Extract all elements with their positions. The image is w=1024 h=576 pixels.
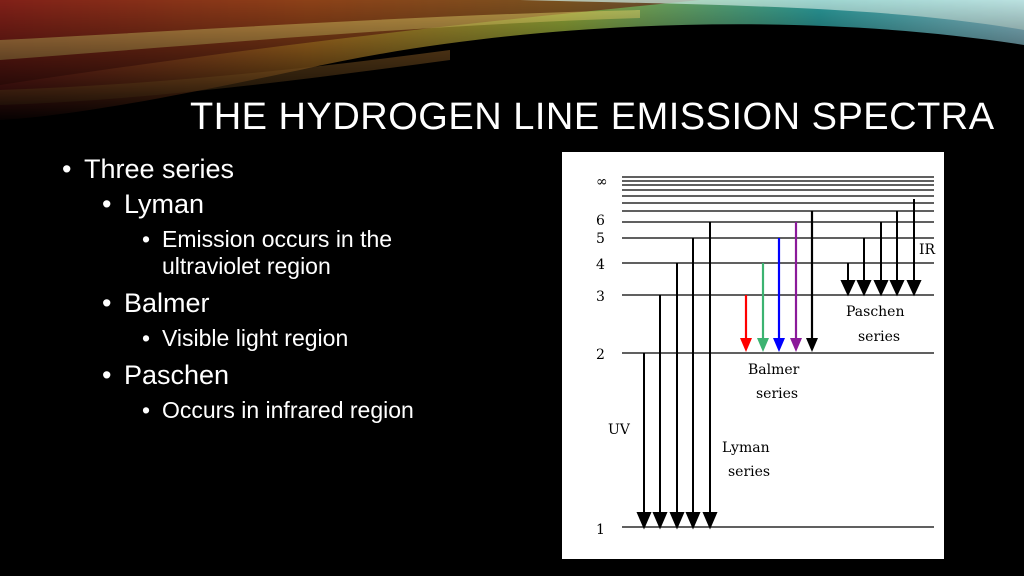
bullet-dot: •: [142, 397, 151, 423]
bullet-text: Paschen: [124, 360, 230, 390]
paschen-series-label: Paschen: [846, 304, 905, 320]
bullet-text: Visible light region: [162, 325, 349, 351]
paschen-arrows: [842, 199, 920, 294]
balmer-series-label: Balmer: [748, 362, 800, 378]
bullet-lyman-detail: [142, 226, 452, 280]
level-label-5: 5: [596, 231, 605, 247]
lyman-series-label: Lyman: [722, 440, 770, 456]
paschen-series-label-2: series: [858, 329, 901, 345]
paschen-arrowhead-7: [891, 281, 903, 294]
bullet-list: [62, 154, 452, 432]
bullet-dot: •: [102, 189, 112, 219]
balmer-arrows: [740, 211, 818, 352]
level-label-2: 2: [596, 347, 605, 363]
bullet-text: Emission occurs in the ultraviolet region: [162, 226, 393, 279]
bullet-text: Three series: [84, 154, 235, 184]
slide-title: THE HYDROGEN LINE EMISSION SPECTRA: [190, 96, 995, 138]
bullet-dot: •: [142, 226, 151, 252]
lyman-arrowhead-5: [687, 513, 699, 527]
balmer-arrowhead-red: [740, 338, 752, 352]
level-label-1: 1: [596, 522, 605, 538]
bullet-dot: •: [62, 154, 72, 184]
bullet-three-series: [62, 154, 452, 185]
lyman-arrows: [638, 222, 716, 527]
balmer-arrowhead-black: [806, 338, 818, 352]
level-label-4: 4: [596, 257, 605, 273]
energy-level-svg: [562, 152, 944, 559]
lyman-arrowhead-4: [671, 513, 683, 527]
level-label-3: 3: [596, 289, 605, 305]
bullet-balmer: [102, 288, 452, 319]
paschen-arrowhead-6: [875, 281, 887, 294]
paschen-arrowhead-8: [908, 281, 920, 294]
level-label-inf: ∞: [596, 174, 608, 190]
paschen-arrowhead-4: [842, 281, 854, 294]
bullet-dot: •: [102, 288, 112, 318]
bullet-lyman: [102, 189, 452, 220]
energy-level-diagram: [562, 152, 944, 559]
balmer-arrowhead-green: [757, 338, 769, 352]
bullet-paschen: [102, 360, 452, 391]
lyman-series-label-2: series: [728, 464, 771, 480]
lyman-arrowhead-3: [654, 513, 666, 527]
lyman-arrowhead-6: [704, 513, 716, 527]
bullet-text: Lyman: [124, 189, 205, 219]
bullet-text: Balmer: [124, 288, 210, 318]
balmer-arrowhead-purple: [790, 338, 802, 352]
uv-label: UV: [608, 422, 630, 438]
bullet-balmer-detail: [142, 325, 452, 352]
bullet-dot: •: [142, 325, 151, 351]
balmer-series-label-2: series: [756, 386, 799, 402]
level-lines: [622, 177, 934, 527]
bullet-text: Occurs in infrared region: [162, 397, 414, 423]
bullet-paschen-detail: [142, 397, 452, 424]
lyman-arrowhead-2: [638, 513, 650, 527]
bullet-dot: •: [102, 360, 112, 390]
paschen-arrowhead-5: [858, 281, 870, 294]
ir-label: IR: [919, 242, 936, 258]
balmer-arrowhead-blue: [773, 338, 785, 352]
level-label-6: 6: [596, 213, 605, 229]
